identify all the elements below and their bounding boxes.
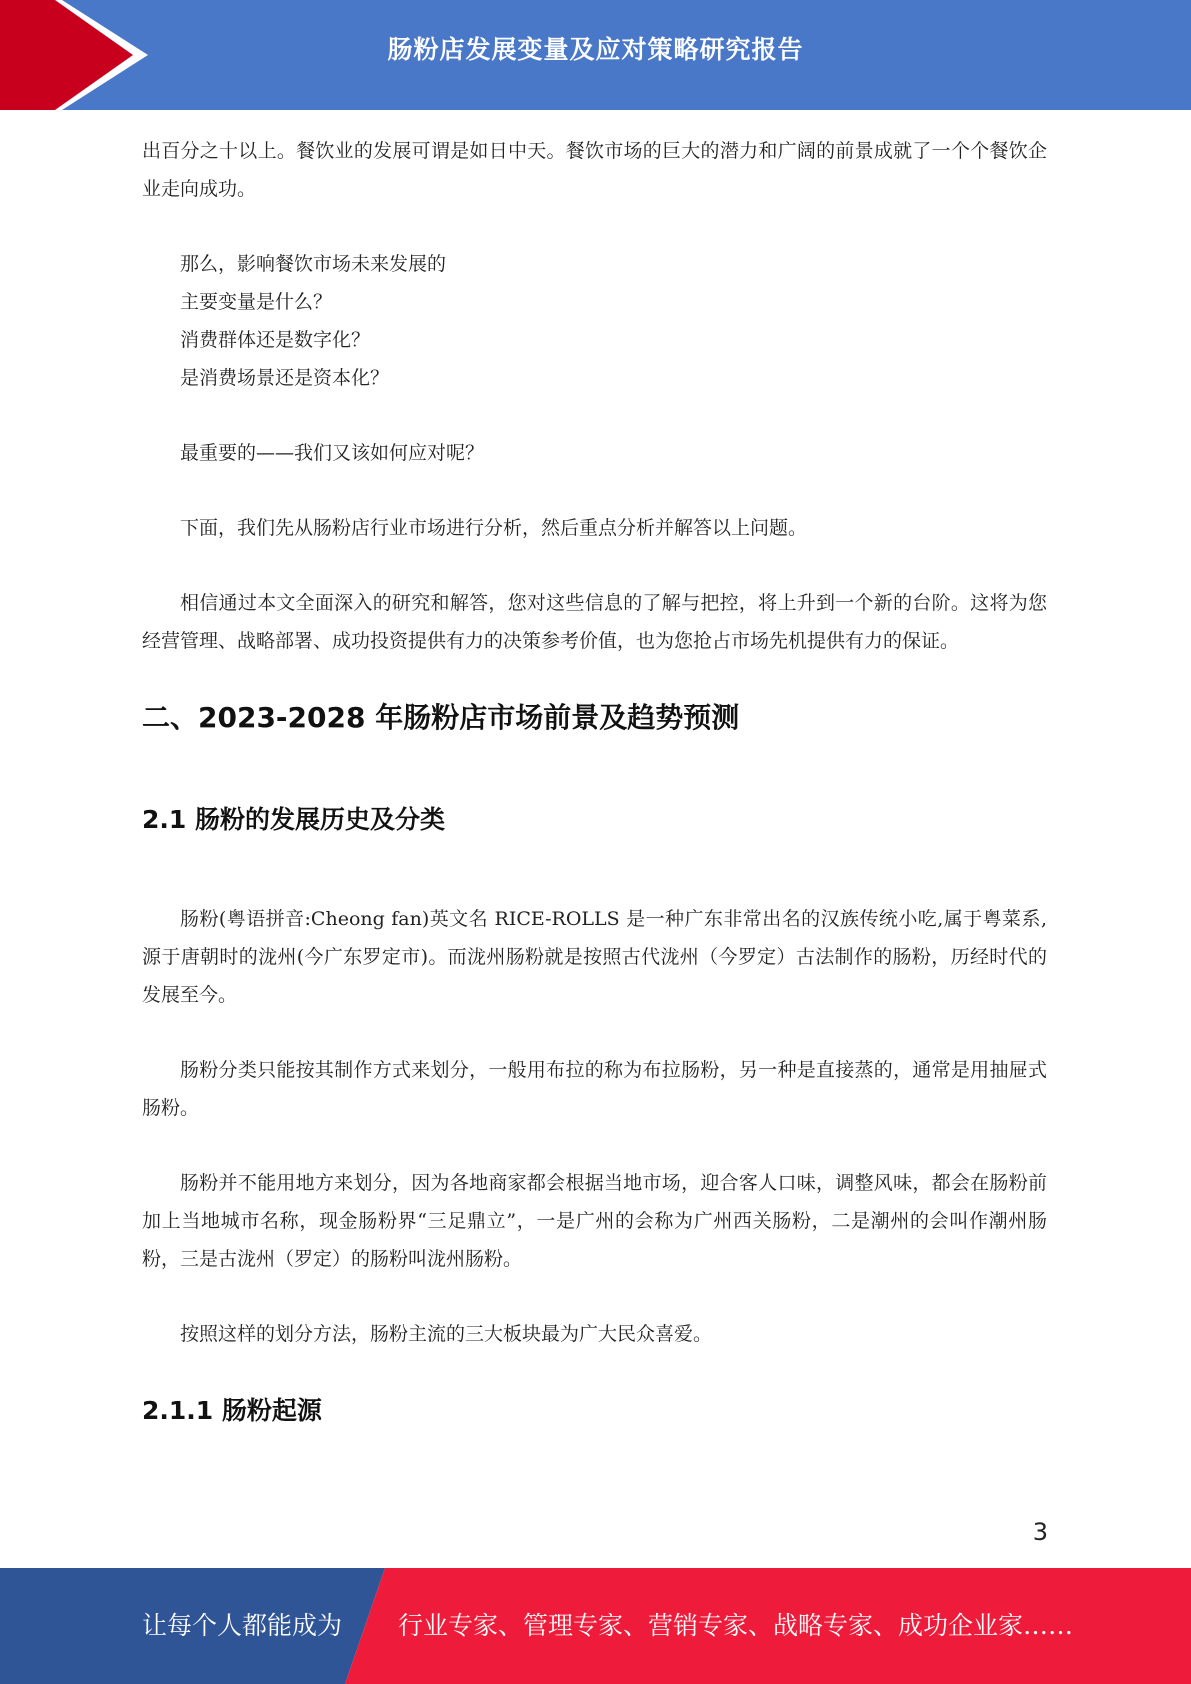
classification-paragraph: 肠粉分类只能按其制作方式来划分，一般用布拉的称为布拉肠粉，另一种是直接蒸的，通常是用抽屉式肠粉。 [142, 1059, 1047, 1119]
popular-paragraph: 按照这样的划分方法，肠粉主流的三大板块最为广大民众喜爱。 [180, 1323, 713, 1345]
history-paragraph: 肠粉(粤语拼音:Cheong fan)英文名 RICE-ROLLS 是一种广东非常出名的汉族传统小吃,属于粤菜系,源于唐朝时的泷州(今广东罗定市)。而泷州肠粉就是按照古代泷州（今罗定）古法制作的肠粉，历经时代的发展至今。 [142, 908, 1047, 1006]
page-header [0, 0, 1191, 110]
section-2-1-1-heading: 2.1.1 肠粉起源 [142, 1396, 322, 1425]
plan-paragraph: 下面，我们先从肠粉店行业市场进行分析，然后重点分析并解答以上问题。 [180, 517, 808, 539]
section-2-1-heading: 2.1 肠粉的发展历史及分类 [142, 805, 445, 834]
report-title: 肠粉店发展变量及应对策略研究报告 [387, 35, 804, 64]
page-footer [0, 1568, 1191, 1684]
page-number: 3 [1032, 1518, 1048, 1546]
question-line-3: 消费群体还是数字化？ [180, 329, 371, 351]
footer-slogan-right: 行业专家、管理专家、营销专家、战略专家、成功企业家…… [398, 1611, 1074, 1640]
promise-paragraph: 相信通过本文全面深入的研究和解答，您对这些信息的了解与把控，将上升到一个新的台阶。这将为您经营管理、战略部署、成功投资提供有力的决策参考价值，也为您抢占市场先机提供有力的保证。 [142, 592, 1047, 652]
section-2-heading: 二、2023-2028 年肠粉店市场前景及趋势预测 [142, 701, 740, 734]
question-line-4: 是消费场景还是资本化？ [180, 367, 390, 389]
question-line-1: 那么，影响餐饮市场未来发展的 [180, 253, 447, 275]
regional-paragraph: 肠粉并不能用地方来划分，因为各地商家都会根据当地市场，迎合客人口味，调整风味，都会在肠粉前加上当地城市名称，现金肠粉界“三足鼎立”，一是广州的会称为广州西关肠粉，二是潮州的会叫作潮州肠粉，三是古泷州（罗定）的肠粉叫泷州肠粉。 [142, 1172, 1047, 1270]
question-line-2: 主要变量是什么？ [180, 291, 333, 313]
footer-slogan-left: 让每个人都能成为 [142, 1611, 343, 1640]
key-question-paragraph: 最重要的——我们又该如何应对呢？ [180, 442, 485, 464]
intro-continuation-paragraph: 出百分之十以上。餐饮业的发展可谓是如日中天。餐饮市场的巨大的潜力和广阔的前景成就了一个个餐饮企业走向成功。 [142, 140, 1047, 200]
page-content [142, 132, 1047, 1431]
